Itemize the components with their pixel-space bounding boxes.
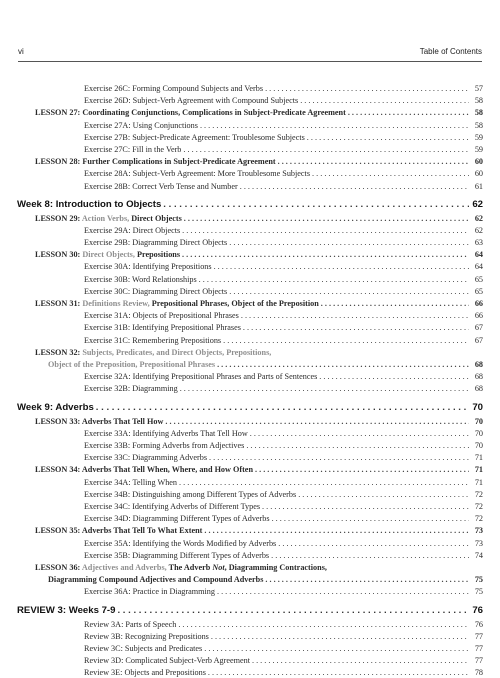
new-topic-italic: Not xyxy=(212,562,225,572)
toc-entry-lesson-36-continued[interactable] xyxy=(48,574,483,585)
entry-page: 63 xyxy=(474,237,483,247)
toc-entry-exercise-33a[interactable] xyxy=(84,428,483,439)
leader-dots xyxy=(252,655,469,666)
leader-dots xyxy=(165,416,469,427)
toc-entry-exercise-28b[interactable] xyxy=(84,181,483,192)
running-header xyxy=(18,47,482,59)
entry-label: Exercise 33B: Forming Adverbs from Adjectives xyxy=(84,440,245,450)
review-topic: Action Verbs, xyxy=(81,213,130,223)
entry-label xyxy=(35,347,271,358)
entry-page: 76 xyxy=(474,619,483,629)
leader-dots xyxy=(204,643,469,654)
toc-entry-lesson-31[interactable] xyxy=(35,298,483,309)
leader-dots xyxy=(240,181,469,192)
review-topic: Subjects, Predicates, and Direct Objects, Prepositions, xyxy=(82,347,272,357)
toc-entry-exercise-29a[interactable] xyxy=(84,225,483,236)
entry-label: LESSON 33: Adverbs That Tell How xyxy=(35,416,164,426)
toc-entry-lesson-35[interactable] xyxy=(35,525,483,536)
toc-entry-review-3e[interactable] xyxy=(84,667,483,678)
leader-dots xyxy=(229,237,469,248)
entry-label: Exercise 30A: Identifying Prepositions xyxy=(84,262,212,272)
toc-entry-review-3c[interactable] xyxy=(84,643,483,654)
leader-dots xyxy=(117,604,469,617)
entry-label: Exercise 35B: Diagramming Different Types of Adverbs xyxy=(84,550,270,560)
toc-entry-review-3[interactable] xyxy=(17,604,483,617)
entry-page: 60 xyxy=(474,157,483,167)
entry-page: 71 xyxy=(474,453,483,463)
entry-page: 57 xyxy=(474,84,483,93)
new-topic-tail: , Diagramming Contractions, xyxy=(224,562,327,572)
entry-page: 74 xyxy=(474,550,483,560)
toc-entry-exercise-30b[interactable] xyxy=(84,274,483,285)
entry-page: 70 xyxy=(474,416,483,426)
entry-page: 68 xyxy=(474,372,483,382)
entry-page: 61 xyxy=(474,181,483,191)
entry-label: Exercise 27C: Fill in the Verb xyxy=(84,145,182,154)
new-topic: The Adverb xyxy=(168,562,213,572)
new-topic: Direct Objects xyxy=(131,213,182,223)
toc-entry-exercise-30a[interactable] xyxy=(84,261,483,272)
leader-dots xyxy=(96,401,469,414)
entry-page: 78 xyxy=(474,668,483,678)
entry-label: Exercise 28A: Subject-Verb Agreement: More Troublesome Subjects xyxy=(84,169,311,179)
entry-label: Exercise 30C: Diagramming Direct Objects xyxy=(84,286,228,296)
lesson-number: LESSON 32: xyxy=(35,347,81,357)
new-topic: Prepositional Phrases, Object of the Preposition xyxy=(151,298,319,308)
entry-page: 77 xyxy=(474,656,483,666)
leader-dots xyxy=(265,574,469,585)
toc-entry-lesson-30[interactable] xyxy=(35,249,483,260)
toc-entry-lesson-33[interactable] xyxy=(35,416,483,427)
entry-page: 73 xyxy=(474,538,483,548)
entry-label xyxy=(35,298,319,309)
entry-label: Exercise 34C: Identifying Adverbs of Different Types xyxy=(84,501,261,511)
leader-dots xyxy=(211,631,469,642)
toc-entry-lesson-32-continued[interactable] xyxy=(48,359,483,370)
leader-dots xyxy=(204,525,469,536)
entry-page: 67 xyxy=(474,335,483,345)
toc-entry-exercise-34d[interactable] xyxy=(84,513,483,524)
leader-dots xyxy=(250,428,469,439)
lesson-number: LESSON 36: xyxy=(35,562,81,572)
entry-label xyxy=(35,562,327,573)
entry-label: Exercise 28B: Correct Verb Tense and Number xyxy=(84,181,238,191)
entry-label: Diagramming Compound Adjectives and Compound Adverbs xyxy=(48,575,264,585)
toc-entry-lesson-28[interactable] xyxy=(35,156,483,167)
leader-dots xyxy=(180,383,469,394)
entry-page: 62 xyxy=(472,199,483,210)
entry-label: Review 3A: Parts of Speech xyxy=(84,619,177,629)
leader-dots xyxy=(300,95,469,106)
toc-entry-review-3b[interactable] xyxy=(84,631,483,642)
toc-entry-exercise-31c[interactable] xyxy=(84,335,483,346)
toc-entry-exercise-36a[interactable] xyxy=(84,586,483,597)
leader-dots xyxy=(178,619,469,630)
leader-dots xyxy=(217,359,469,370)
entry-page: 75 xyxy=(474,587,483,597)
entry-label: Exercise 34D: Diagramming Different Types of Adverbs xyxy=(84,514,270,524)
toc-entry-lesson-32[interactable] xyxy=(35,347,483,358)
entry-label: REVIEW 3: Weeks 7-9 xyxy=(17,605,116,616)
entry-page: 75 xyxy=(474,575,483,585)
toc-entry-lesson-29[interactable] xyxy=(35,213,483,224)
toc-entry-exercise-32a[interactable] xyxy=(84,371,483,382)
entry-page: 68 xyxy=(474,359,483,369)
entry-label: Week 9: Adverbs xyxy=(17,402,94,413)
entry-label: Exercise 32A: Identifying Prepositional Phrases and Parts of Sentences xyxy=(84,372,318,382)
entry-page: 70 xyxy=(474,428,483,438)
leader-dots xyxy=(200,120,469,131)
entry-page: 68 xyxy=(474,384,483,394)
leader-dots xyxy=(312,168,469,179)
entry-page: 76 xyxy=(472,605,483,616)
toc-entry-exercise-34c[interactable] xyxy=(84,501,483,512)
entry-page: 77 xyxy=(474,643,483,653)
entry-label: Exercise 30B: Word Relationships xyxy=(84,274,197,284)
entry-page: 71 xyxy=(474,465,483,475)
entry-label: Review 3D: Complicated Subject-Verb Agreement xyxy=(84,656,250,666)
entry-label: Exercise 32B: Diagramming xyxy=(84,384,178,394)
leader-dots xyxy=(208,667,469,678)
entry-page: 72 xyxy=(474,489,483,499)
entry-label: Exercise 27B: Subject-Predicate Agreement: Troublesome Subjects xyxy=(84,132,305,142)
entry-label: Exercise 29A: Direct Objects xyxy=(84,225,181,235)
leader-dots xyxy=(321,298,469,309)
entry-label: LESSON 27: Coordinating Conjunctions, Complications in Subject-Predicate Agreement xyxy=(35,108,346,118)
leader-dots xyxy=(246,440,469,451)
leader-dots xyxy=(229,286,469,297)
entry-label: Exercise 31A: Objects of Prepositional Phrases xyxy=(84,311,239,321)
leader-dots xyxy=(298,489,469,500)
leader-dots xyxy=(179,477,469,488)
leader-dots xyxy=(199,274,469,285)
entry-page: 65 xyxy=(474,274,483,284)
leader-dots xyxy=(184,213,469,224)
entry-label: Review 3C: Subjects and Predicates xyxy=(84,643,203,653)
entry-label: Exercise 36A: Practice in Diagramming xyxy=(84,587,215,597)
entry-page: 70 xyxy=(474,440,483,450)
entry-page: 58 xyxy=(474,120,483,130)
entry-label: LESSON 34: Adverbs That Tell When, Where, and How Often xyxy=(35,465,253,475)
entry-label: LESSON 28: Further Complications in Subject-Predicate Agreement xyxy=(35,157,276,167)
entry-label: Review 3B: Recognizing Prepositions xyxy=(84,631,209,641)
toc-entry-exercise-30c[interactable] xyxy=(84,286,483,297)
entry-page: 59 xyxy=(474,132,483,142)
entry-label xyxy=(35,249,180,260)
entry-page: 73 xyxy=(474,526,483,536)
toc-entry-exercise-27a[interactable] xyxy=(84,120,483,131)
leader-dots xyxy=(223,335,469,346)
leader-dots xyxy=(255,464,469,475)
review-topic: Definitions Review, xyxy=(82,298,150,308)
toc-entry-exercise-33b[interactable] xyxy=(84,440,483,451)
entry-label: Exercise 34A: Telling When xyxy=(84,477,178,487)
lesson-number: LESSON 31: xyxy=(35,298,81,308)
toc-entry-exercise-27b[interactable] xyxy=(84,132,483,143)
header-rule xyxy=(18,61,482,62)
entry-label: Week 8: Introduction to Objects xyxy=(17,199,162,210)
leader-dots xyxy=(214,261,469,272)
entry-label: Exercise 26D: Subject-Verb Agreement with Compound Subjects xyxy=(84,96,299,106)
entry-label: Exercise 29B: Diagramming Direct Objects xyxy=(84,237,228,247)
entry-label: Exercise 26C: Forming Compound Subjects and Verbs xyxy=(84,84,264,93)
entry-page: 67 xyxy=(474,323,483,333)
entry-page: 65 xyxy=(474,286,483,296)
toc-entry-exercise-35b[interactable] xyxy=(84,550,483,561)
entry-label: Exercise 33A: Identifying Adverbs That Tell How xyxy=(84,428,248,438)
leader-dots xyxy=(182,249,469,260)
entry-page: 66 xyxy=(474,311,483,321)
entry-label: Exercise 35A: Identifying the Words Modified by Adverbs xyxy=(84,538,277,548)
entry-label: Review 3E: Objects and Prepositions xyxy=(84,668,206,678)
entry-label: Exercise 33C: Diagramming Adverbs xyxy=(84,453,208,463)
leader-dots xyxy=(307,132,469,143)
entry-page: 62 xyxy=(474,225,483,235)
page-number: vi xyxy=(18,47,24,56)
entry-page: 60 xyxy=(474,169,483,179)
toc-entry-exercise-31a[interactable] xyxy=(84,310,483,321)
entry-label: Exercise 34B: Distinguishing among Different Types of Adverbs xyxy=(84,489,297,499)
new-topic: Prepositions xyxy=(136,250,181,260)
leader-dots xyxy=(209,452,469,463)
toc-entry-review-3d[interactable] xyxy=(84,655,483,666)
entry-label: LESSON 35: Adverbs That Tell To What Extent xyxy=(35,526,203,536)
toc-entry-exercise-27c[interactable] xyxy=(84,144,483,155)
toc-entry-lesson-27[interactable] xyxy=(35,107,483,118)
lesson-number: LESSON 29: xyxy=(35,213,81,223)
toc-entry-exercise-33c[interactable] xyxy=(84,452,483,463)
toc-entry-exercise-29b[interactable] xyxy=(84,237,483,248)
review-topic: Object of the Preposition, Prepositional Phrases xyxy=(48,359,216,369)
leader-dots xyxy=(243,322,469,333)
leader-dots xyxy=(241,310,469,321)
toc-entry-exercise-35a[interactable] xyxy=(84,538,483,549)
entry-label xyxy=(35,213,182,224)
toc-entry-exercise-34a[interactable] xyxy=(84,477,483,488)
leader-dots xyxy=(182,225,469,236)
leader-dots xyxy=(217,586,469,597)
entry-label: Exercise 31C: Remembering Prepositions xyxy=(84,335,222,345)
entry-page: 66 xyxy=(474,298,483,308)
entry-page: 58 xyxy=(474,96,483,106)
leader-dots xyxy=(278,538,469,549)
entry-page: 64 xyxy=(474,250,483,260)
toc-entry-exercise-26c[interactable] xyxy=(84,83,483,94)
entry-label: Exercise 27A: Using Conjunctions xyxy=(84,120,198,130)
entry-page: 72 xyxy=(474,514,483,524)
toc-entry-week-9[interactable] xyxy=(17,401,483,414)
leader-dots xyxy=(278,156,469,167)
entry-page: 70 xyxy=(472,402,483,413)
leader-dots xyxy=(319,371,469,382)
toc-entry-lesson-34[interactable] xyxy=(35,464,483,475)
entry-label: Exercise 31B: Identifying Prepositional Phrases xyxy=(84,323,241,333)
leader-dots xyxy=(272,513,469,524)
toc-entry-exercise-34b[interactable] xyxy=(84,489,483,500)
entry-page: 62 xyxy=(474,213,483,223)
toc-entry-review-3a[interactable] xyxy=(84,619,483,630)
entry-page: 64 xyxy=(474,262,483,272)
leader-dots xyxy=(265,83,469,94)
toc-entry-exercise-26d[interactable] xyxy=(84,95,483,106)
toc-entry-lesson-36[interactable] xyxy=(35,562,483,573)
entry-page: 71 xyxy=(474,477,483,487)
toc-entry-exercise-31b[interactable] xyxy=(84,322,483,333)
review-topic: Adjectives and Adverbs, xyxy=(81,562,167,572)
running-title: Table of Contents xyxy=(419,47,482,56)
toc-entry-week-8[interactable] xyxy=(17,198,483,211)
entry-page: 58 xyxy=(474,108,483,118)
lesson-number: LESSON 30: xyxy=(35,250,81,260)
leader-dots xyxy=(262,501,469,512)
entry-page: 77 xyxy=(474,631,483,641)
entry-page: 72 xyxy=(474,501,483,511)
leader-dots xyxy=(271,550,469,561)
review-topic: Direct Objects, xyxy=(82,250,135,260)
toc-entry-exercise-28a[interactable] xyxy=(84,168,483,179)
toc-entry-exercise-32b[interactable] xyxy=(84,383,483,394)
leader-dots xyxy=(183,144,469,155)
entry-page: 59 xyxy=(474,145,483,154)
leader-dots xyxy=(163,198,469,211)
leader-dots xyxy=(348,107,469,118)
